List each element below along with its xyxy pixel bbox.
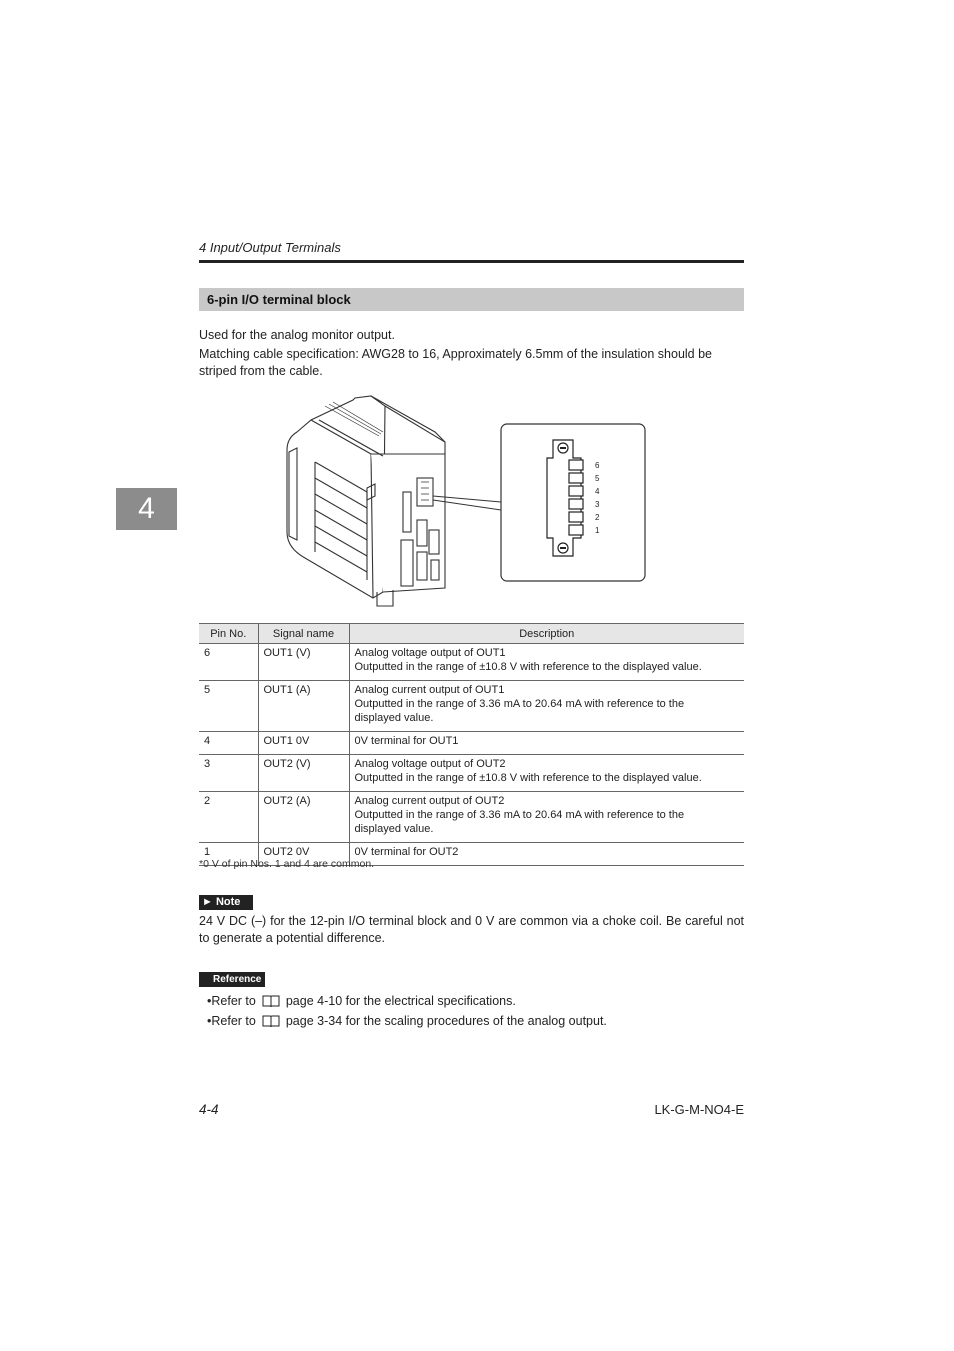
document-id: LK-G-M-NO4-E [654, 1102, 744, 1117]
reference-prefix: •Refer to [207, 994, 256, 1008]
description-line: displayed value. [354, 823, 434, 835]
pin-label-1: 1 [595, 526, 600, 535]
pin-cell: 5 [199, 681, 258, 732]
pin-cell: 3 [199, 755, 258, 792]
description-line: Outputted in the range of 3.36 mA to 20.64 mA with reference to the [354, 809, 685, 821]
description-line: Analog voltage output of OUT1 [354, 647, 506, 659]
signal-cell: OUT1 0V [258, 732, 349, 755]
description-line: Analog current output of OUT2 [354, 795, 505, 807]
description-cell [349, 644, 744, 681]
book-icon [262, 994, 280, 1008]
description-line: 0V terminal for OUT2 [354, 846, 459, 858]
pin-label-2: 2 [595, 513, 600, 522]
description-cell [349, 732, 744, 755]
terminal-block-figure [275, 392, 655, 614]
signal-cell: OUT1 (A) [258, 681, 349, 732]
description-line: Outputted in the range of ±10.8 V with reference to the displayed value. [354, 661, 702, 673]
pin-label-4: 4 [595, 487, 600, 496]
description-line: displayed value. [354, 712, 434, 724]
signal-cell: OUT2 (A) [258, 792, 349, 843]
pin-cell: 4 [199, 732, 258, 755]
controller-unit-drawing [287, 396, 445, 606]
page-number: 4-4 [199, 1102, 219, 1117]
table-footnote: *0 V of pin Nos. 1 and 4 are common. [199, 858, 375, 870]
pin-cell: 2 [199, 792, 258, 843]
table-header-row [199, 624, 744, 644]
header-signal-name: Signal name [258, 624, 349, 644]
table-row [199, 644, 744, 681]
table-row [199, 732, 744, 755]
book-icon [262, 1014, 280, 1028]
pin-table [199, 623, 744, 866]
intro-paragraph: Used for the analog monitor output. [199, 328, 395, 342]
signal-cell: OUT2 (V) [258, 755, 349, 792]
header-pin-no: Pin No. [199, 624, 258, 644]
cable-spec-line-1: Matching cable specification: AWG28 to 16, Approximately 6.5mm of the insulation should be [199, 347, 713, 361]
cable-spec-line-2: striped from the cable. [199, 364, 323, 378]
description-cell [349, 843, 744, 866]
description-line: 0V terminal for OUT1 [354, 735, 459, 747]
section-title: 6-pin I/O terminal block [199, 288, 744, 311]
signal-cell: OUT2 0V [258, 843, 349, 866]
table-row [199, 681, 744, 732]
description-line: Analog current output of OUT1 [354, 684, 505, 696]
running-header: 4 Input/Output Terminals [199, 240, 341, 255]
header-rule [199, 260, 744, 263]
pin-cell: 1 [199, 843, 258, 866]
note-label: ► Note [199, 895, 253, 910]
pin-label-5: 5 [595, 474, 600, 483]
pin-label-6: 6 [595, 461, 600, 470]
reference-link[interactable]: page 3-34 for the scaling procedures of the analog output. [285, 1014, 607, 1028]
signal-cell: OUT1 (V) [258, 644, 349, 681]
description-line: Outputted in the range of 3.36 mA to 20.64 mA with reference to the [354, 698, 685, 710]
reference-link[interactable]: page 4-10 for the electrical specifications. [285, 994, 516, 1008]
reference-item [207, 994, 516, 1008]
pin-cell: 6 [199, 644, 258, 681]
description-cell [349, 755, 744, 792]
pin-label-3: 3 [595, 500, 600, 509]
reference-label: Reference [199, 972, 265, 987]
table-row [199, 792, 744, 843]
description-cell [349, 792, 744, 843]
note-text: 24 V DC (–) for the 12-pin I/O terminal block and 0 V are common via a choke coil. Be careful not to generate a potential difference. [199, 914, 744, 945]
reference-item [207, 1014, 607, 1028]
reference-prefix: •Refer to [207, 1014, 256, 1028]
table-row [199, 755, 744, 792]
description-cell [349, 681, 744, 732]
header-description: Description [349, 624, 744, 644]
chapter-tab: 4 [116, 488, 177, 530]
description-line: Outputted in the range of ±10.8 V with reference to the displayed value. [354, 772, 702, 784]
description-line: Analog voltage output of OUT2 [354, 758, 506, 770]
